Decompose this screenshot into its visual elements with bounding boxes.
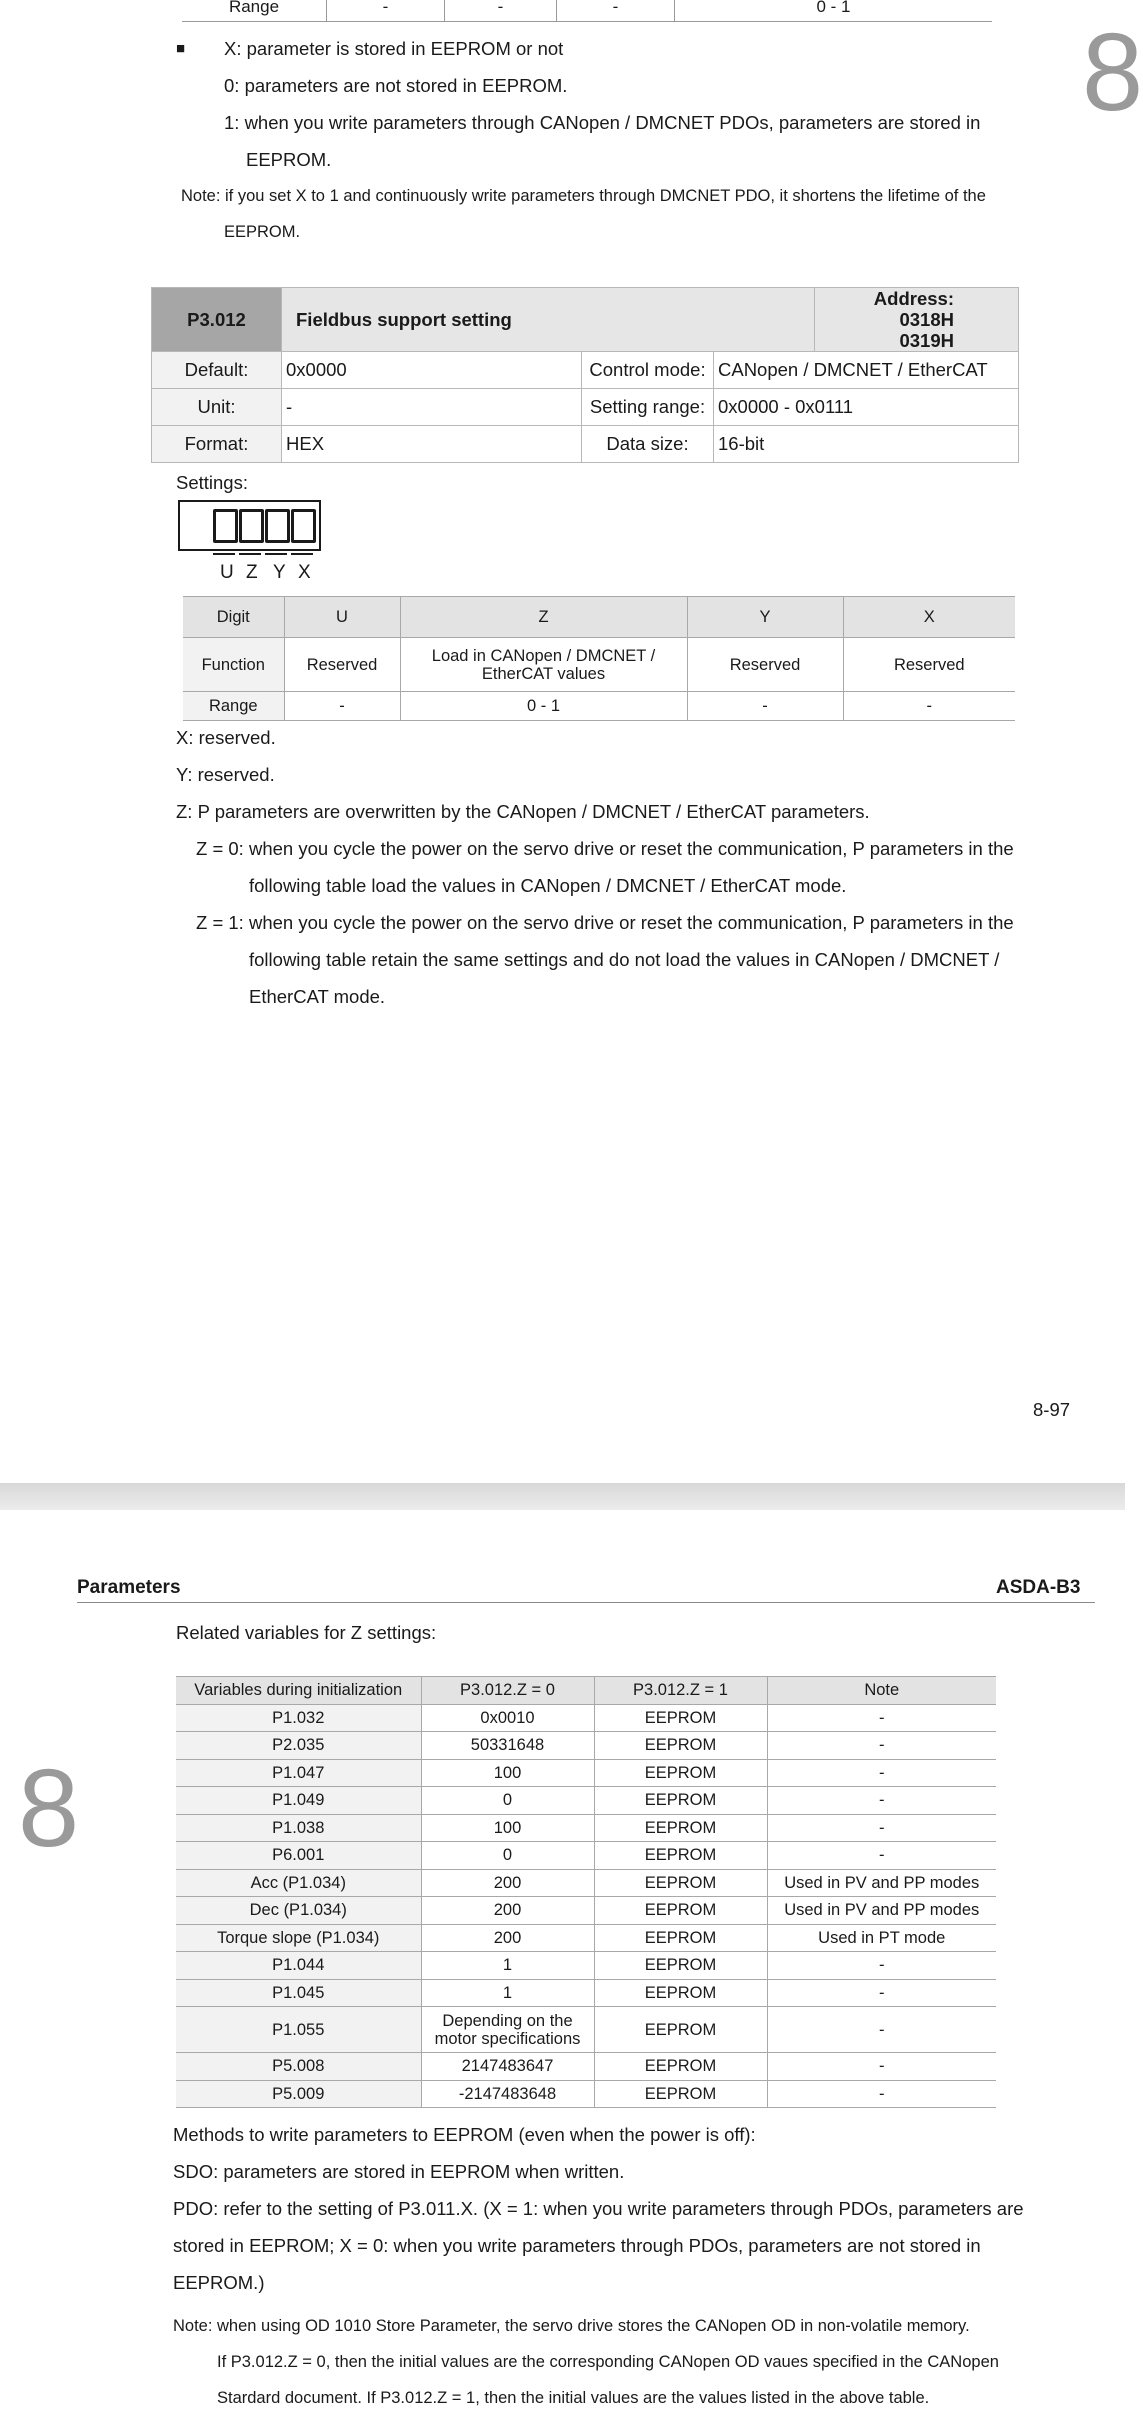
table-cell: 1 xyxy=(421,1952,594,1980)
methods-line1: Methods to write parameters to EEPROM (even when the power is off): xyxy=(173,2124,756,2145)
table-cell: 50331648 xyxy=(421,1732,594,1760)
segment-underline-z xyxy=(239,553,261,555)
table-cell: 1 xyxy=(421,1979,594,2007)
desc-z0-line2: following table load the values in CANopen / DMCNET / EtherCAT mode. xyxy=(249,875,847,896)
table-row-label: P2.035 xyxy=(176,1732,421,1760)
address-line1: Address: 0318H xyxy=(873,288,954,330)
page-header-right: ASDA-B3 xyxy=(996,1577,1081,1598)
table-cell: EEPROM xyxy=(594,2053,767,2081)
digit-letter-z: Z xyxy=(246,562,258,583)
table-cell: - xyxy=(767,1787,996,1815)
desc-z1-line2: following table retain the same settings and do not load the values in CANopen / DMCNET / xyxy=(249,949,1000,970)
previous-table-range-row xyxy=(182,0,992,22)
table-row-label: P1.045 xyxy=(176,1979,421,2007)
page-number: 8-97 xyxy=(1033,1399,1071,1420)
table-row-label: P5.009 xyxy=(176,2080,421,2108)
x-description-line2: 0: parameters are not stored in EEPROM. xyxy=(224,75,568,96)
table-cell: - xyxy=(767,1952,996,1980)
square-bullet-icon: ■ xyxy=(176,40,186,57)
segment-digit-y xyxy=(265,509,290,543)
setting-range-value: 0x0000 - 0x0111 xyxy=(714,389,1019,426)
methods-line5: EEPROM.) xyxy=(173,2272,265,2293)
data-size-value: 16-bit xyxy=(714,426,1019,463)
digit-letter-u: U xyxy=(220,562,234,583)
unit-label: Unit: xyxy=(152,389,282,426)
table-row-label: Torque slope (P1.034) xyxy=(176,1924,421,1952)
page-header-rule xyxy=(77,1602,1095,1603)
table-cell: EEPROM xyxy=(594,2007,767,2053)
table-row-label: P1.032 xyxy=(176,1704,421,1732)
segment-underline-u xyxy=(213,553,235,555)
note-od1010-line1: Note: when using OD 1010 Store Parameter, the servo drive stores the CANopen OD in non-volatile memory. xyxy=(173,2317,970,2335)
desc-z1-line1: Z = 1: when you cycle the power on the servo drive or reset the communication, P parameters in the xyxy=(196,912,1014,933)
table-cell: 0 xyxy=(421,1842,594,1870)
parameter-header-table xyxy=(151,287,1019,463)
table-cell: Load in CANopen / DMCNET / EtherCAT values xyxy=(400,638,687,692)
table-cell: EEPROM xyxy=(594,1924,767,1952)
control-mode-label: Control mode: xyxy=(582,352,714,389)
range-cell-4: 0 - 1 xyxy=(816,0,851,16)
table-header-cell: Variables during initialization xyxy=(176,1677,421,1705)
format-value: HEX xyxy=(282,426,582,463)
table-cell: - xyxy=(767,1732,996,1760)
table-header-cell: P3.012.Z = 1 xyxy=(594,1677,767,1705)
table-row-label: P1.055 xyxy=(176,2007,421,2053)
seven-segment-display-icon xyxy=(178,500,321,551)
segment-digit-x xyxy=(291,509,316,543)
desc-x: X: reserved. xyxy=(176,727,276,748)
unit-value: - xyxy=(282,389,582,426)
table-cell: EEPROM xyxy=(594,1952,767,1980)
x-description-line3: 1: when you write parameters through CANopen / DMCNET PDOs, parameters are stored in xyxy=(224,112,981,133)
table-cell: 0x0010 xyxy=(421,1704,594,1732)
table-cell: 0 - 1 xyxy=(400,692,687,721)
table-cell: - xyxy=(284,692,400,721)
digit-letter-x: X xyxy=(298,562,311,583)
segment-digit-u xyxy=(213,509,238,543)
digit-letter-y: Y xyxy=(273,562,286,583)
segment-digit-z xyxy=(239,509,264,543)
table-header-cell: Note xyxy=(767,1677,996,1705)
related-variables-table xyxy=(176,1676,996,2108)
table-cell: EEPROM xyxy=(594,2080,767,2108)
table-cell: - xyxy=(767,1842,996,1870)
table-cell: 100 xyxy=(421,1759,594,1787)
chapter-marker-side: 8 xyxy=(18,1747,80,1870)
methods-line2: SDO: parameters are stored in EEPROM when written. xyxy=(173,2161,625,2182)
address-line2: 0319H xyxy=(899,330,954,351)
table-cell: - xyxy=(767,2080,996,2108)
table-cell: Reserved xyxy=(843,638,1015,692)
range-cell-2: - xyxy=(445,0,557,22)
desc-z0-line1: Z = 0: when you cycle the power on the servo drive or reset the communication, P parameters in the xyxy=(196,838,1014,859)
table-cell: - xyxy=(767,1759,996,1787)
desc-z: Z: P parameters are overwritten by the CANopen / DMCNET / EtherCAT parameters. xyxy=(176,801,870,822)
table-header-cell: Y xyxy=(687,597,843,638)
table-cell: Used in PV and PP modes xyxy=(767,1897,996,1925)
note-od1010-line3: Stardard document. If P3.012.Z = 1, then the initial values are the values listed in the above table. xyxy=(217,2389,930,2407)
range-cell-1: - xyxy=(327,0,445,22)
table-header-cell: X xyxy=(843,597,1015,638)
methods-line4: stored in EEPROM; X = 0: when you write parameters through PDOs, parameters are not stored in xyxy=(173,2235,981,2256)
table-cell: -2147483648 xyxy=(421,2080,594,2108)
table-header-cell: Z xyxy=(400,597,687,638)
table-row-label: P1.044 xyxy=(176,1952,421,1980)
table-cell: EEPROM xyxy=(594,1704,767,1732)
table-row-label: P1.038 xyxy=(176,1814,421,1842)
table-cell: - xyxy=(687,692,843,721)
desc-y: Y: reserved. xyxy=(176,764,275,785)
parameter-address xyxy=(815,288,1019,352)
parameter-title: Fieldbus support setting xyxy=(282,288,815,352)
table-cell: 200 xyxy=(421,1869,594,1897)
x-description-line4: EEPROM. xyxy=(246,149,332,170)
segment-underline-x xyxy=(291,553,313,555)
settings-label: Settings: xyxy=(176,472,248,493)
table-cell: 2147483647 xyxy=(421,2053,594,2081)
table-cell: - xyxy=(767,1814,996,1842)
table-cell: - xyxy=(767,1979,996,2007)
table-cell: - xyxy=(767,1704,996,1732)
table-cell: 100 xyxy=(421,1814,594,1842)
x-description-line1: X: parameter is stored in EEPROM or not xyxy=(224,38,564,59)
page-header-left: Parameters xyxy=(77,1577,181,1598)
note-od1010-line2: If P3.012.Z = 0, then the initial values are the corresponding CANopen OD vaues specified in the CANopen xyxy=(217,2353,999,2371)
note-eeprom-line1: Note: if you set X to 1 and continuously write parameters through DMCNET PDO, it shortens the lifetime of the xyxy=(181,187,986,205)
table-cell: EEPROM xyxy=(594,1814,767,1842)
table-header-cell: P3.012.Z = 0 xyxy=(421,1677,594,1705)
table-row-label: P6.001 xyxy=(176,1842,421,1870)
segment-underline-y xyxy=(265,553,287,555)
note-eeprom-line2: EEPROM. xyxy=(224,223,301,241)
parameter-code: P3.012 xyxy=(152,288,282,352)
table-cell: - xyxy=(767,2007,996,2053)
table-cell: - xyxy=(843,692,1015,721)
table-cell: Reserved xyxy=(687,638,843,692)
table-row-label: P5.008 xyxy=(176,2053,421,2081)
default-label: Default: xyxy=(152,352,282,389)
page-divider xyxy=(0,1483,1125,1510)
table-row-label: Acc (P1.034) xyxy=(176,1869,421,1897)
table-cell: 200 xyxy=(421,1897,594,1925)
range-cell-3: - xyxy=(557,0,675,22)
related-variables-label: Related variables for Z settings: xyxy=(176,1622,437,1643)
methods-line3: PDO: refer to the setting of P3.011.X. (X = 1: when you write parameters through PDOs, parameters are xyxy=(173,2198,1024,2219)
table-row-label: Range xyxy=(183,692,284,721)
table-cell: EEPROM xyxy=(594,1759,767,1787)
table-cell: Used in PV and PP modes xyxy=(767,1869,996,1897)
table-cell: EEPROM xyxy=(594,1897,767,1925)
range-label-cell: Range xyxy=(182,0,327,22)
desc-z1-line3: EtherCAT mode. xyxy=(249,986,386,1007)
chapter-marker-top: 8 xyxy=(1082,11,1143,134)
table-header-cell: Digit xyxy=(183,597,284,638)
table-row-label: P1.049 xyxy=(176,1787,421,1815)
table-row-label: P1.047 xyxy=(176,1759,421,1787)
setting-range-label: Setting range: xyxy=(582,389,714,426)
table-cell: EEPROM xyxy=(594,1869,767,1897)
default-value: 0x0000 xyxy=(282,352,582,389)
table-cell: EEPROM xyxy=(594,1787,767,1815)
table-cell: EEPROM xyxy=(594,1979,767,2007)
digit-settings-table xyxy=(183,596,1015,721)
control-mode-value: CANopen / DMCNET / EtherCAT xyxy=(714,352,1019,389)
table-row-label: Function xyxy=(183,638,284,692)
table-cell: Depending on the motor specifications xyxy=(421,2007,594,2053)
table-cell: EEPROM xyxy=(594,1732,767,1760)
table-cell: 200 xyxy=(421,1924,594,1952)
table-cell: 0 xyxy=(421,1787,594,1815)
table-header-cell: U xyxy=(284,597,400,638)
table-cell: Reserved xyxy=(284,638,400,692)
table-cell: - xyxy=(767,2053,996,2081)
table-cell: Used in PT mode xyxy=(767,1924,996,1952)
format-label: Format: xyxy=(152,426,282,463)
table-cell: EEPROM xyxy=(594,1842,767,1870)
table-row-label: Dec (P1.034) xyxy=(176,1897,421,1925)
data-size-label: Data size: xyxy=(582,426,714,463)
